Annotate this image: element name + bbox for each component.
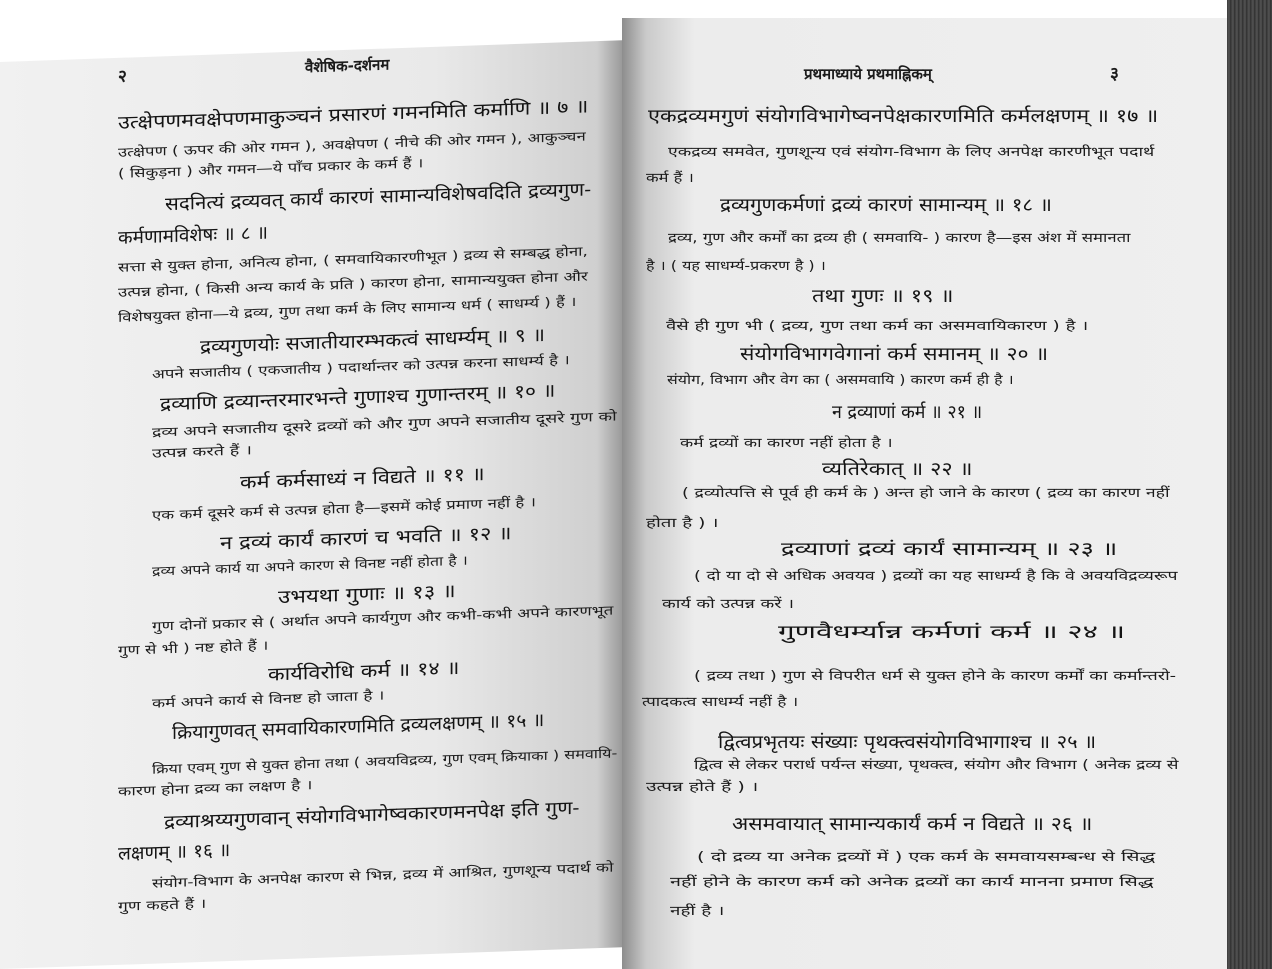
sutra-line: कर्म कर्मसाध्यं न विद्यते ॥ ११ ॥ xyxy=(240,464,485,494)
sutra-line: क्रियागुणवत् समवायिकारणमिति द्रव्यलक्षणम् ॥ १५ ॥ xyxy=(172,709,545,744)
commentary-line: कर्म अपने कार्य से विनष्ट हो जाता है । xyxy=(152,688,385,712)
commentary-line: नहीं है । xyxy=(670,904,725,919)
commentary-line: क्रिया एवम् गुण से युक्त होना तथा ( अवयविद्रव्य, गुण एवम् क्रियाका ) समवायि- xyxy=(152,746,618,778)
commentary-line: उत्पन्न होना, ( किसी अन्य कार्य के प्रति ) कारण होना, सामान्ययुक्त होना और xyxy=(118,269,588,301)
commentary-line: ( दो या दो से अधिक अवयव ) द्रव्यों का यह साधर्म्य है कि वे अवयविद्रव्यरूप xyxy=(694,569,1178,584)
sutra-line: तथा गुणः ॥ १९ ॥ xyxy=(812,286,954,307)
sutra-line: सदनित्यं द्रव्यवत् कार्यं कारणं सामान्यविशेषवदिति द्रव्यगुण- xyxy=(165,179,592,216)
left-page xyxy=(0,40,622,969)
commentary-line: कर्म हैं । xyxy=(646,171,694,186)
sutra-line: द्रव्यगुणयोः सजातीयारम्भकत्वं साधर्म्यम् ॥ ९ ॥ xyxy=(200,324,545,359)
page-number: २ xyxy=(118,66,127,87)
sutra-line: व्यतिरेकात् ॥ २२ ॥ xyxy=(822,459,973,480)
commentary-line: ( दो द्रव्य या अनेक द्रव्यों में ) एक कर्म के समवायसम्बन्ध से सिद्ध xyxy=(697,850,1156,865)
sutra-line: संयोगविभागवेगानां कर्म समानम् ॥ २० ॥ xyxy=(740,344,1049,365)
commentary-line: ( सिकुड़ना ) और गमन—ये पाँच प्रकार के कर्म हैं । xyxy=(118,156,424,182)
commentary-line: कार्य को उत्पन्न करें । xyxy=(662,597,795,612)
commentary-line: गुण से भी ) नष्ट होते हैं । xyxy=(118,638,269,659)
commentary-line: उत्पन्न करते हैं । xyxy=(152,443,252,462)
sutra-line: न द्रव्यं कार्यं कारणं च भवति ॥ १२ ॥ xyxy=(220,523,512,555)
sutra-line: कर्मणामविशेषः ॥ ८ ॥ xyxy=(118,222,269,249)
commentary-line: गुण कहते हैं । xyxy=(118,896,207,915)
sutra-line: द्रव्याणि द्रव्यान्तरमारभन्ते गुणाश्च गुणान्तरम् ॥ १० ॥ xyxy=(160,380,556,416)
commentary-line: एक कर्म दूसरे कर्म से उत्पन्न होता है—इसमें कोई प्रमाण नहीं है । xyxy=(152,495,537,524)
commentary-line: वैसे ही गुण भी ( द्रव्य, गुण तथा कर्म का असमवायिकारण ) है । xyxy=(666,319,1089,334)
commentary-line: कारण होना द्रव्य का लक्षण है । xyxy=(118,778,313,800)
book-page-edges xyxy=(1227,0,1272,969)
sutra-line: द्रव्याणां द्रव्यं कार्यं सामान्यम् ॥ २३ ॥ xyxy=(781,539,1118,560)
commentary-line: द्रव्य, गुण और कर्मों का द्रव्य ही ( समवायि- ) कारण है—इस अंश में समानता xyxy=(668,231,1131,246)
commentary-line: होता है ) । xyxy=(646,516,719,531)
sutra-line: लक्षणम् ॥ १६ ॥ xyxy=(118,839,231,865)
sutra-line: गुणवैधर्म्यान्न कर्मणां कर्म ॥ २४ ॥ xyxy=(778,622,1126,643)
sutra-line: उभयथा गुणाः ॥ १३ ॥ xyxy=(278,581,456,609)
sutra-line: द्वित्वप्रभृतयः संख्याः पृथक्त्वसंयोगविभागाश्च ॥ २५ ॥ xyxy=(718,732,1097,753)
commentary-line: ( द्रव्य तथा ) गुण से विपरीत धर्म से युक्त होने के कारण कर्मों का कर्मान्तरो- xyxy=(694,669,1177,684)
commentary-line: द्रव्य अपने सजातीय दूसरे द्रव्यों को और गुण अपने सजातीय दूसरे गुण को xyxy=(152,409,617,441)
sutra-line: असमवायात् सामान्यकार्यं कर्म न विद्यते ॥ २६ ॥ xyxy=(732,814,1093,835)
commentary-line: द्वित्व से लेकर परार्ध पर्यन्त संख्या, पृथक्त्व, संयोग और विभाग ( अनेक द्रव्य से xyxy=(694,758,1179,773)
right-page xyxy=(622,18,1227,969)
sutra-line: द्रव्याश्रय्यगुणवान् संयोगविभागेष्वकारणमनपेक्ष इति गुण- xyxy=(164,797,580,834)
left-page-header xyxy=(0,40,622,102)
sutra-line: द्रव्यगुणकर्मणां द्रव्यं कारणं सामान्यम् ॥ १८ ॥ xyxy=(720,195,1053,216)
commentary-line: है । ( यह साधर्म्य-प्रकरण है ) । xyxy=(646,259,826,274)
sutra-line: न द्रव्याणां कर्म ॥ २१ ॥ xyxy=(832,402,983,423)
sutra-line: एकद्रव्यमगुणं संयोगविभागेष्वनपेक्षकारणमिति कर्मलक्षणम् ॥ १७ ॥ xyxy=(648,106,1159,127)
right-page-header xyxy=(622,18,1227,84)
sutra-line: कार्यविरोधि कर्म ॥ १४ ॥ xyxy=(268,657,460,686)
commentary-line: गुण दोनों प्रकार से ( अर्थात अपने कार्यगुण और कभी-कभी अपने कारणभूत xyxy=(152,603,614,635)
sutra-line: उत्क्षेपणमवक्षेपणमाकुञ्चनं प्रसारणं गमनमिति कर्माणि ॥ ७ ॥ xyxy=(118,96,589,134)
commentary-line: नहीं होने के कारण कर्म को अनेक द्रव्यों का कार्य मानना प्रमाण सिद्ध xyxy=(670,875,1154,890)
commentary-line: एकद्रव्य समवेत, गुणशून्य एवं संयोग-विभाग के लिए अनपेक्ष कारणीभूत पदार्थ xyxy=(668,145,1155,160)
commentary-line: संयोग-विभाग के अनपेक्ष कारण से भिन्न, द्रव्य में आश्रित, गुणशून्य पदार्थ को xyxy=(152,860,614,892)
running-title: प्रथमाध्याये प्रथमाह्निकम् xyxy=(804,65,932,83)
commentary-line: कर्म द्रव्यों का कारण नहीं होता है । xyxy=(680,436,893,451)
page-number: ३ xyxy=(1110,64,1119,84)
commentary-line: संयोग, विभाग और वेग का ( असमवायि ) कारण कर्म ही है । xyxy=(667,373,1014,388)
commentary-line: उत्क्षेपण ( ऊपर की ओर गमन ), अवक्षेपण ( नीचे की ओर गमन ), आकुञ्चन xyxy=(118,129,586,161)
commentary-line: अपने सजातीय ( एकजातीय ) पदार्थान्तर को उत्पन्न करना साधर्म्य है । xyxy=(152,353,570,383)
commentary-line: द्रव्य अपने कार्य या अपने कारण से विनष्ट नहीं होता है । xyxy=(152,553,468,580)
commentary-line: उत्पन्न होते हैं ) । xyxy=(646,780,759,795)
commentary-line: त्पादकत्व साधर्म्य नहीं है । xyxy=(642,695,799,710)
commentary-line: सत्ता से युक्त होना, अनित्य होना, ( समवायिकारणीभूत ) द्रव्य से सम्बद्ध होना, xyxy=(118,244,588,276)
running-title: वैशेषिक-दर्शनम xyxy=(305,55,390,77)
commentary-line: ( द्रव्योत्पत्ति से पूर्व ही कर्म के ) अन्त हो जाने के कारण ( द्रव्य का कारण नहीं xyxy=(682,486,1170,501)
commentary-line: विशेषयुक्त होना—ये द्रव्य, गुण तथा कर्म के लिए सामान्य धर्म ( साधर्म्य ) हैं । xyxy=(118,294,577,326)
